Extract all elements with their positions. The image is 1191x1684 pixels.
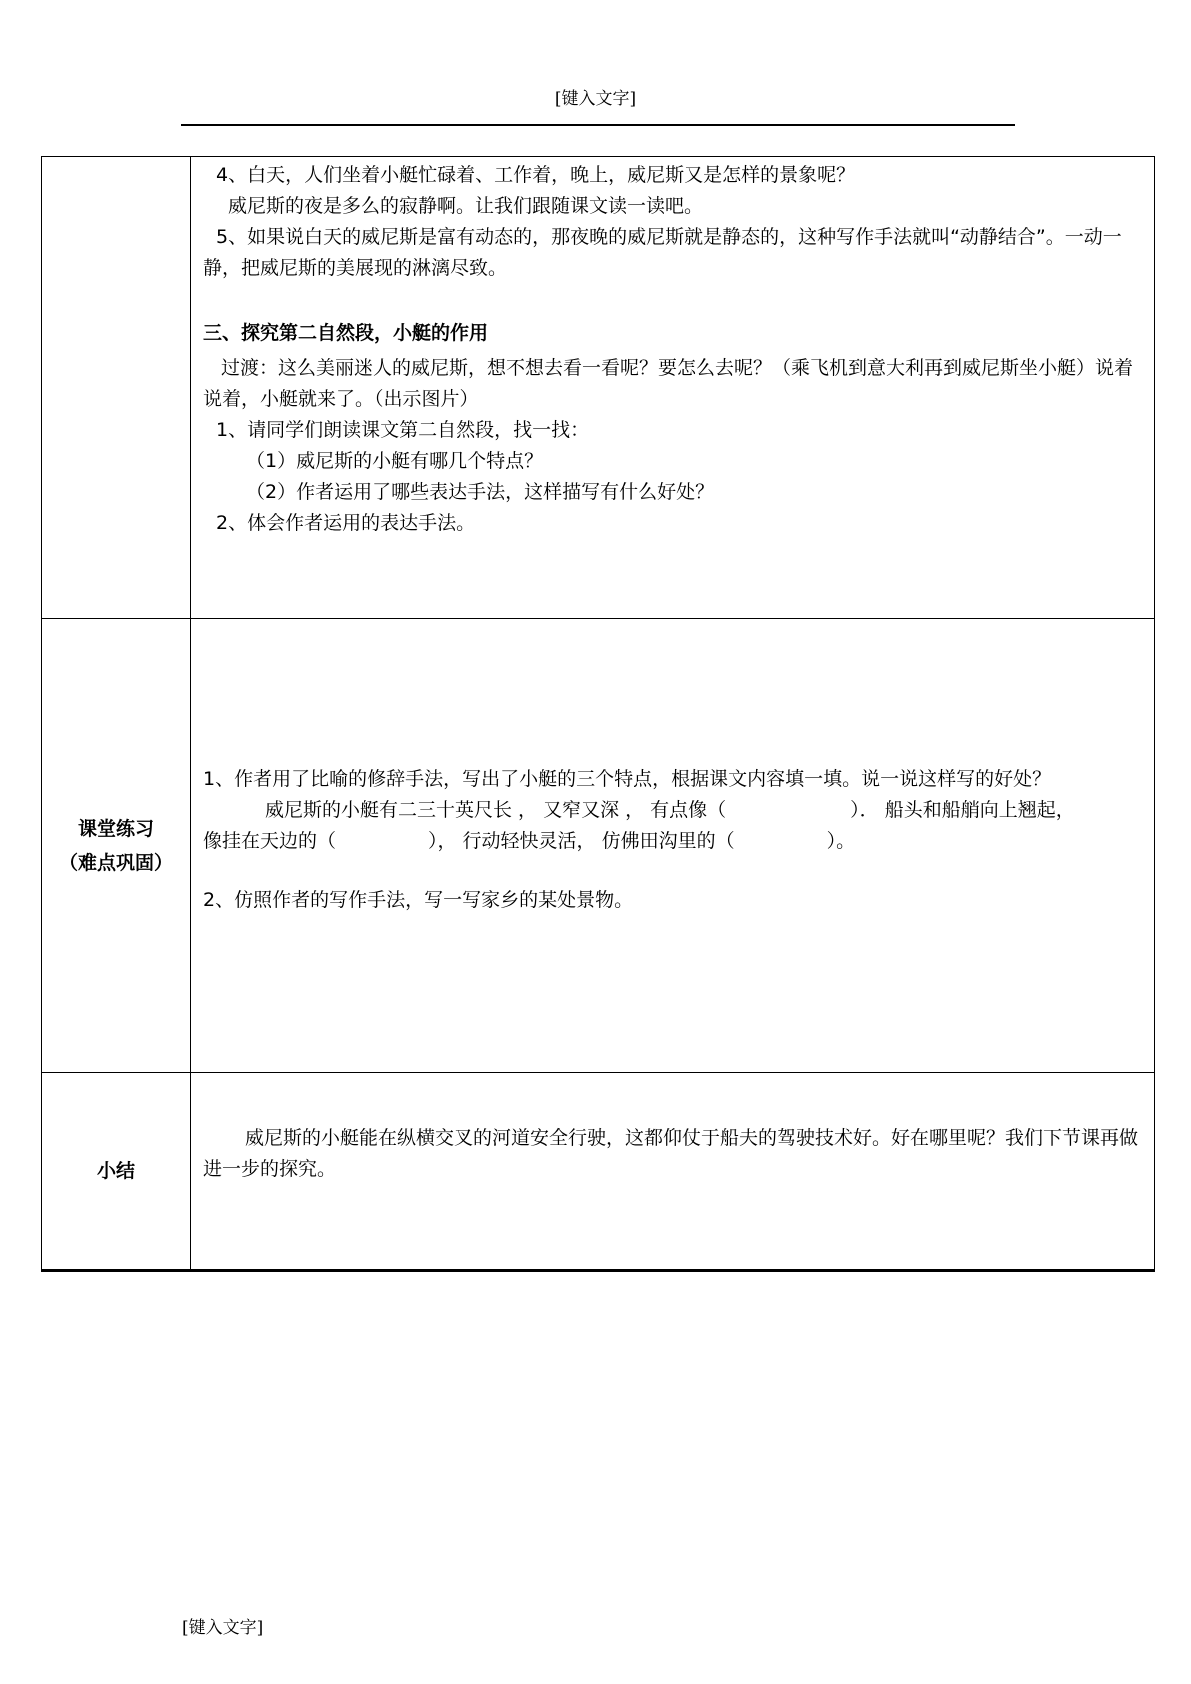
summary-text: 威尼斯的小艇能在纵横交叉的河道安全行驶，这都仰仗于船夫的驾驶技术好。好在哪里呢？我们下节课再做进一步的探究。 bbox=[203, 1127, 1139, 1180]
table-row bbox=[42, 619, 1155, 1073]
question-5: 5、如果说白天的威尼斯是富有动态的，那夜晚的威尼斯就是静态的，这种写作手法就叫“动静结合”。一动一静，把威尼斯的美展现的淋漓尽致。 bbox=[203, 226, 1122, 279]
exercise-1-fill-line1 bbox=[203, 795, 1142, 826]
section-3-title: 三、探究第二自然段，小艇的作用 bbox=[203, 322, 489, 344]
task-1: 1、请同学们朗读课文第二自然段，找一找： bbox=[216, 419, 590, 441]
transition-text: 过渡：这么美丽迷人的威尼斯，想不想去看一看呢？要怎么去呢？（乘飞机到意大利再到威尼斯坐小艇）说着说着，小艇就来了。（出示图片） bbox=[203, 357, 1134, 410]
row-label-empty bbox=[42, 157, 191, 619]
question-4: 4、白天，人们坐着小艇忙碌着、工作着，晚上，威尼斯又是怎样的景象呢？ bbox=[216, 164, 856, 186]
fill-text-3: 像挂在天边的（ bbox=[203, 830, 337, 852]
header-rule bbox=[181, 124, 1015, 126]
row-content-exercise bbox=[191, 619, 1155, 1073]
fill-text-4: ）， 行动轻快灵活， 仿佛田沟里的（ bbox=[428, 830, 735, 852]
question-4-answer: 威尼斯的夜是多么的寂静啊。让我们跟随课文读一读吧。 bbox=[228, 195, 704, 217]
fill-text-5: ）。 bbox=[826, 830, 856, 852]
task-1-sub-2: （2）作者运用了哪些表达手法，这样描写有什么好处？ bbox=[246, 481, 715, 503]
table-row bbox=[42, 1073, 1155, 1271]
page-header: [键入文字] bbox=[554, 89, 637, 109]
table-row bbox=[42, 157, 1155, 619]
row-label-exercise bbox=[42, 619, 191, 1073]
exercise-1-fill-line2 bbox=[203, 826, 1142, 857]
row-content-teaching bbox=[191, 157, 1155, 619]
exercise-2: 2、仿照作者的写作手法，写一写家乡的某处景物。 bbox=[203, 889, 634, 911]
exercise-1: 1、作者用了比喻的修辞手法，写出了小艇的三个特点，根据课文内容填一填。说一说这样写的好处？ bbox=[203, 768, 1052, 790]
row-content-summary bbox=[191, 1073, 1155, 1271]
exercise-label-line2: （难点巩固） bbox=[58, 851, 173, 874]
fill-text-2: ）． 船头和船艄向上翘起， bbox=[850, 799, 1075, 821]
page-footer: [键入文字] bbox=[182, 1618, 264, 1638]
task-1-sub-1: （1）威尼斯的小艇有哪几个特点？ bbox=[246, 450, 544, 472]
exercise-label-line1: 课堂练习 bbox=[77, 817, 154, 840]
lesson-plan-table bbox=[41, 156, 1155, 1272]
row-label-summary: 小结 bbox=[42, 1073, 191, 1271]
fill-text-1: 威尼斯的小艇有二三十英尺长 ， 又窄又深 ， 有点像（ bbox=[265, 799, 727, 821]
task-2: 2、体会作者运用的表达手法。 bbox=[216, 512, 476, 534]
